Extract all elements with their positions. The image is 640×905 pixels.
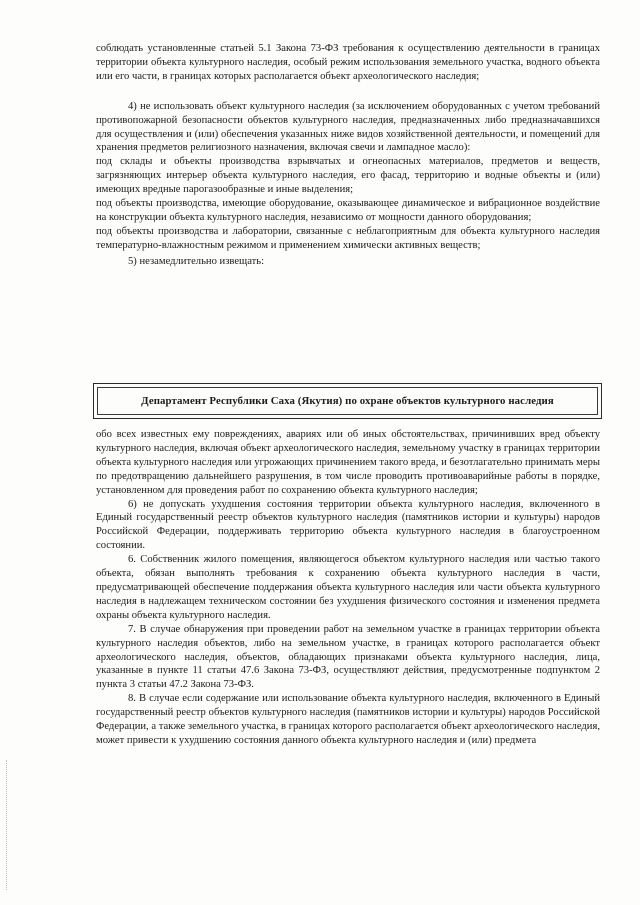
paragraph: 6) не допускать ухудшения состояния территории объекта культурного наследия, включенного в Единый государственный реестр объектов культурного наследия (памятников истории и культуры) народов Российской Федерации, поддерживать территорию объекта культурного наследия в благоустроенном состоянии. [96,498,600,552]
paragraph: 7. В случае обнаружения при проведении работ на земельном участке в границах территории объекта культурного наследия объектов, либо на земельном участке, в границах которого располагается объект археологического наследия, объектов, обладающих признаками объекта культурного наследия, лица, указанные в пункте 11 статьи 47.6 Закона 73-ФЗ, осуществляют действия, предусмотренные подпунктом 2 пункта 3 статьи 47.2 Закона 73-ФЗ. [96,623,600,691]
text-block-bottom [96,428,600,748]
stamp-text: Департамент Республики Саха (Якутия) по охране объектов культурного наследия [141,395,554,407]
paragraph: соблюдать установленные статьей 5.1 Закона 73-ФЗ требования к осуществлению деятельности в границах территории объекта культурного наследия, особый режим использования земельного участка, водного объекта или его части, в границах которых располагается объект археологического наследия; [96,43,600,82]
scan-margin-artifact [6,760,9,890]
paragraph: 8. В случае если содержание или использование объекта культурного наследия, включенного в Единый государственный реестр объектов культурного наследия (памятников истории и культуры) народов Российской Федерации, а также земельного участка, в границах которого располагается объект археологического наследия, может привести к ухудшению состояния данного объекта культурного наследия и (или) предмета [96,693,600,746]
department-stamp [93,383,602,419]
paragraph: обо всех известных ему повреждениях, авариях или об иных обстоятельствах, причинивших вред объекту культурного наследия, включая объект археологического наследия, земельному участку в границах территории объекта культурного наследия или угрожающих причинением такого вреда, и безотлагательно принимать меры по предотвращению дальнейшего разрушения, в том числе проводить противоаварийные работы в порядке, установленном для проведения работ по сохранению объекта культурного наследия; [96,429,600,496]
paragraph: под склады и объекты производства взрывчатых и огнеопасных материалов, предметов и веществ, загрязняющих интерьер объекта культурного наследия, его фасад, территорию и водные объекты и (или) имеющих вредные парогазообразные и иные выделения; [96,156,600,196]
paragraph: 6. Собственник жилого помещения, являющегося объектом культурного наследия или частью такого объекта, обязан выполнять требования к сохранению объекта культурного наследия в части, предусматривающей обеспечение поддержания объекта культурного наследия или части объекта культурного наследия в надлежащем техническом состоянии без ухудшения физического состояния и изменения предмета охраны объекта культурного наследия. [96,554,600,621]
paragraph: под объекты производства и лаборатории, связанные с неблагоприятным для объекта культурного наследия температурно-влажностным режимом и применением химически активных веществ; [96,225,600,251]
paragraph: под объекты производства, имеющие оборудование, оказывающее динамическое и вибрационное воздействие на конструкции объекта культурного наследия, независимо от мощности данного оборудования; [96,198,600,223]
paragraph: 4) не использовать объект культурного наследия (за исключением оборудованных с учетом требований противопожарной безопасности объектов культурного наследия, предназначенных либо предназначавшихся для осуществления и (или) обеспечения указанных ниже видов хозяйственной деятельности, и помещений для хранения предметов религиозного назначения, включая свечи и лампадное масло): [96,100,600,154]
text-block-top [96,42,600,269]
stamp-inner-border [97,387,598,415]
paragraph: 5) незамедлительно извещать: [128,255,265,267]
